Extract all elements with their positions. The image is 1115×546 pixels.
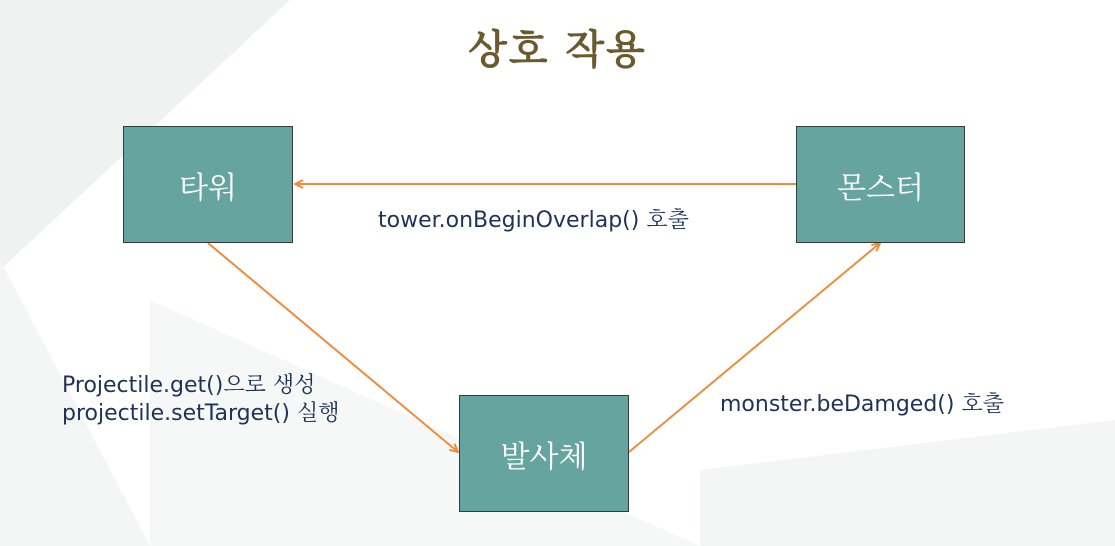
page-title: 상호 작용 [468, 27, 647, 73]
edge-label-overlap: tower.onBeginOverlap() 호출 [378, 208, 689, 233]
edge-label-create [62, 372, 339, 428]
edge-label-damage: monster.beDamged() 호출 [720, 392, 1004, 417]
node-tower: 타워 [123, 126, 293, 243]
edge-label-create-line2: projectile.setTarget() 실행 [62, 401, 340, 426]
node-projectile: 발사체 [459, 395, 629, 512]
arrow-projectile-to-monster [629, 243, 880, 452]
node-monster: 몬스터 [796, 126, 965, 243]
edge-label-create-line1: Projectile.get()으로 생성 [62, 373, 316, 398]
